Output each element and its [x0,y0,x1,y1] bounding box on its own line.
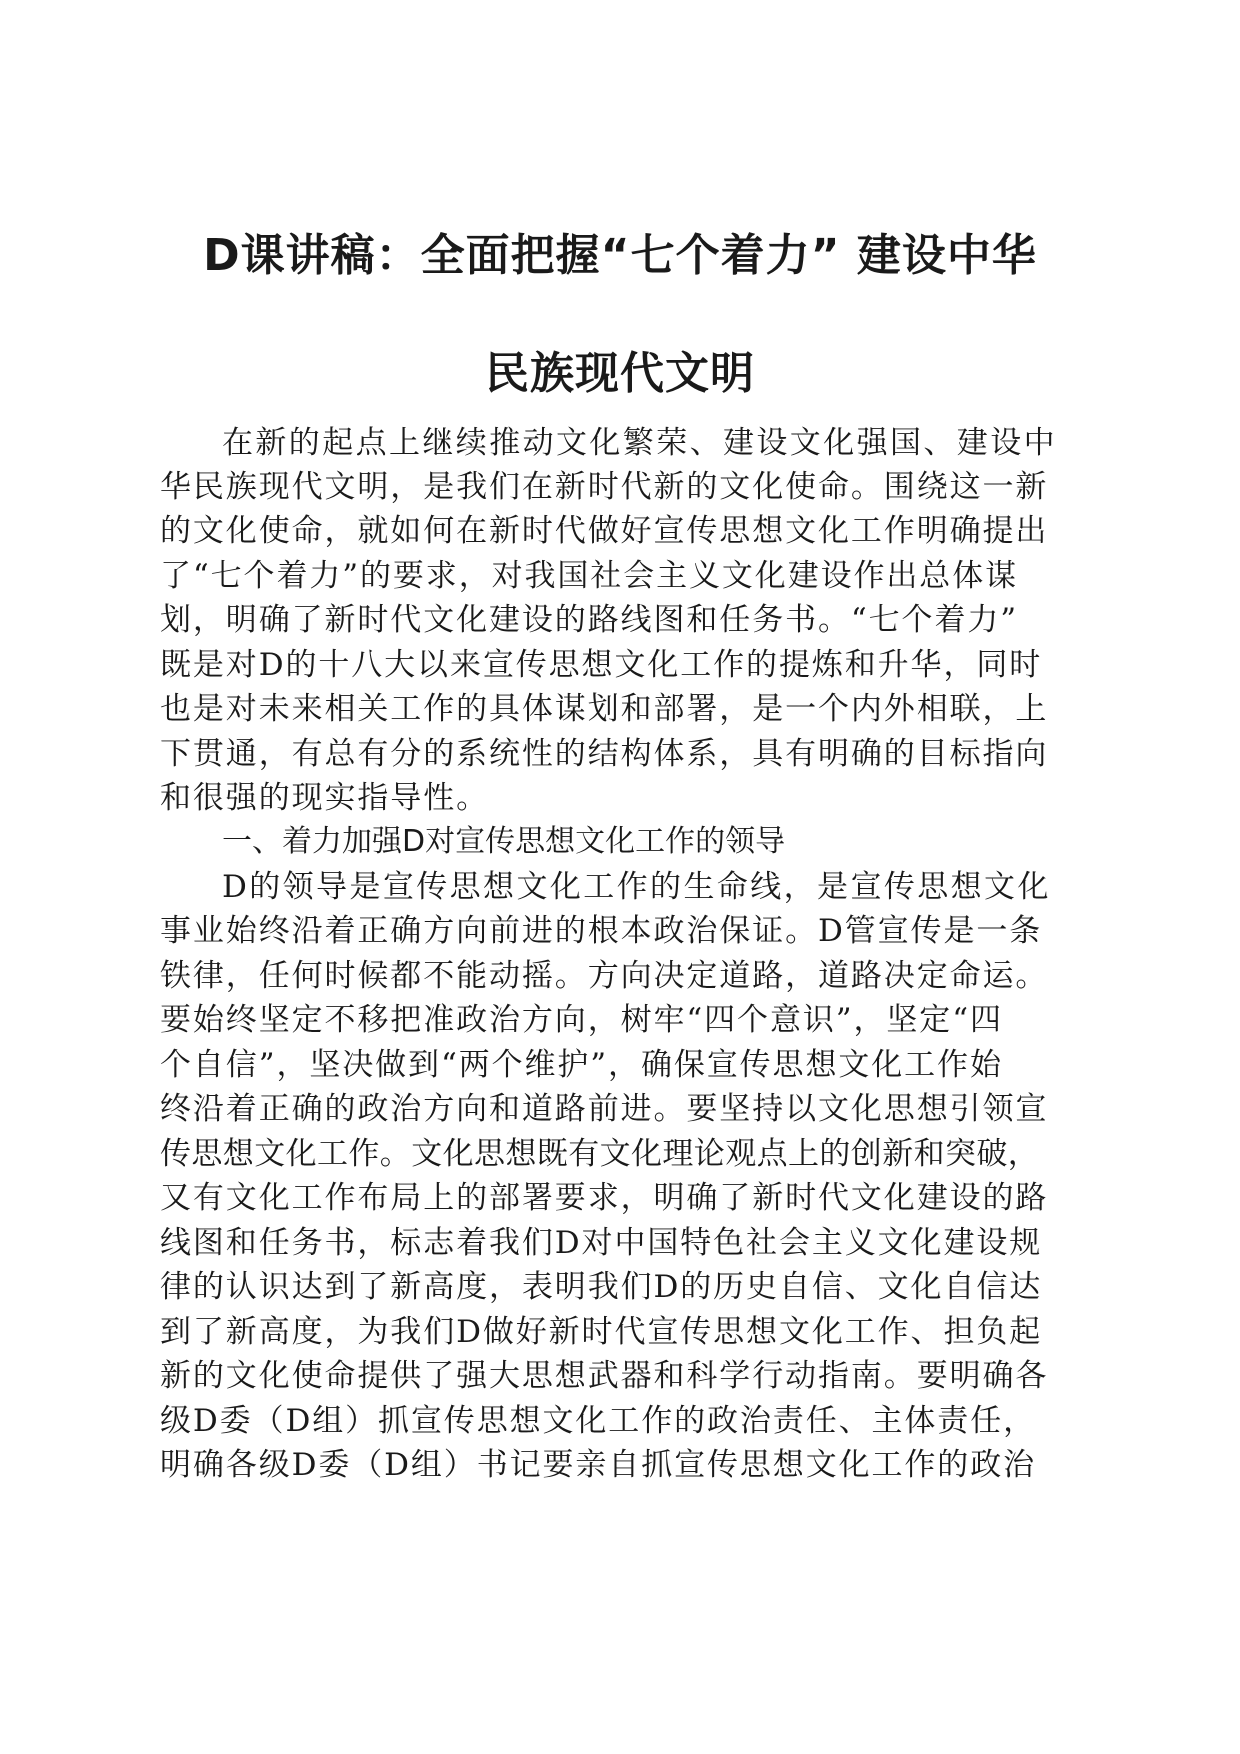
document-title-line-2: 民族现代文明 [485,348,755,399]
body-line: 又有文化工作布局上的部署要求，明确了新时代文化建设的路 [160,1180,1049,1216]
body-line: 和很强的现实指导性。 [160,780,489,816]
body-line: 终沿着正确的政治方向和道路前进。要坚持以文化思想引领宣 [160,1091,1049,1127]
body-line: 铁律，任何时候都不能动摇。方向决定道路，道路决定命运。 [160,958,1049,994]
body-line: 既是对D的十八大以来宣传思想文化工作的提炼和升华，同时 [160,647,1043,683]
body-line: 线图和任务书，标志着我们D对中国特色社会主义文化建设规 [160,1225,1043,1261]
body-line: 级D委（D组）抓宣传思想文化工作的政治责任、主体责任， [160,1403,1037,1439]
body-line: 华民族现代文明，是我们在新时代新的文化使命。围绕这一新 [160,469,1049,505]
body-line: 了“七个着力”的要求，对我国社会主义文化建设作出总体谋 [160,558,1018,594]
body-line: 也是对未来相关工作的具体谋划和部署，是一个内外相联，上 [160,691,1049,727]
document-title-line-1: D课讲稿：全面把握“七个着力” 建设中华 [203,230,1037,281]
body-line: 律的认识达到了新高度，表明我们D的历史自信、文化自信达 [160,1269,1043,1305]
body-line: 要始终坚定不移把准政治方向，树牢“四个意识”，坚定“四 [160,1002,1003,1038]
body-line: 传思想文化工作。文化思想既有文化理论观点上的创新和突破， [160,1136,1040,1172]
body-line: 下贯通，有总有分的系统性的结构体系，具有明确的目标指向 [160,736,1049,772]
body-line: D的领导是宣传思想文化工作的生命线，是宣传思想文化 [222,869,1051,905]
body-line: 到了新高度，为我们D做好新时代宣传思想文化工作、担负起 [160,1314,1043,1350]
body-line: 明确各级D委（D组）书记要亲自抓宣传思想文化工作的政治 [160,1447,1037,1483]
body-line: 的文化使命，就如何在新时代做好宣传思想文化工作明确提出 [160,513,1049,549]
body-line: 在新的起点上继续推动文化繁荣、建设文化强国、建设中 [222,425,1057,461]
body-line: 划，明确了新时代文化建设的路线图和任务书。“七个着力” [160,602,1018,638]
body-line: 事业始终沿着正确方向前进的根本政治保证。D管宣传是一条 [160,913,1043,949]
body-line: 个自信”，坚决做到“两个维护”，确保宣传思想文化工作始 [160,1047,1003,1083]
body-line: 新的文化使命提供了强大思想武器和科学行动指南。要明确各 [160,1358,1049,1394]
section-heading: 一、着力加强D对宣传思想文化工作的领导 [222,824,786,859]
